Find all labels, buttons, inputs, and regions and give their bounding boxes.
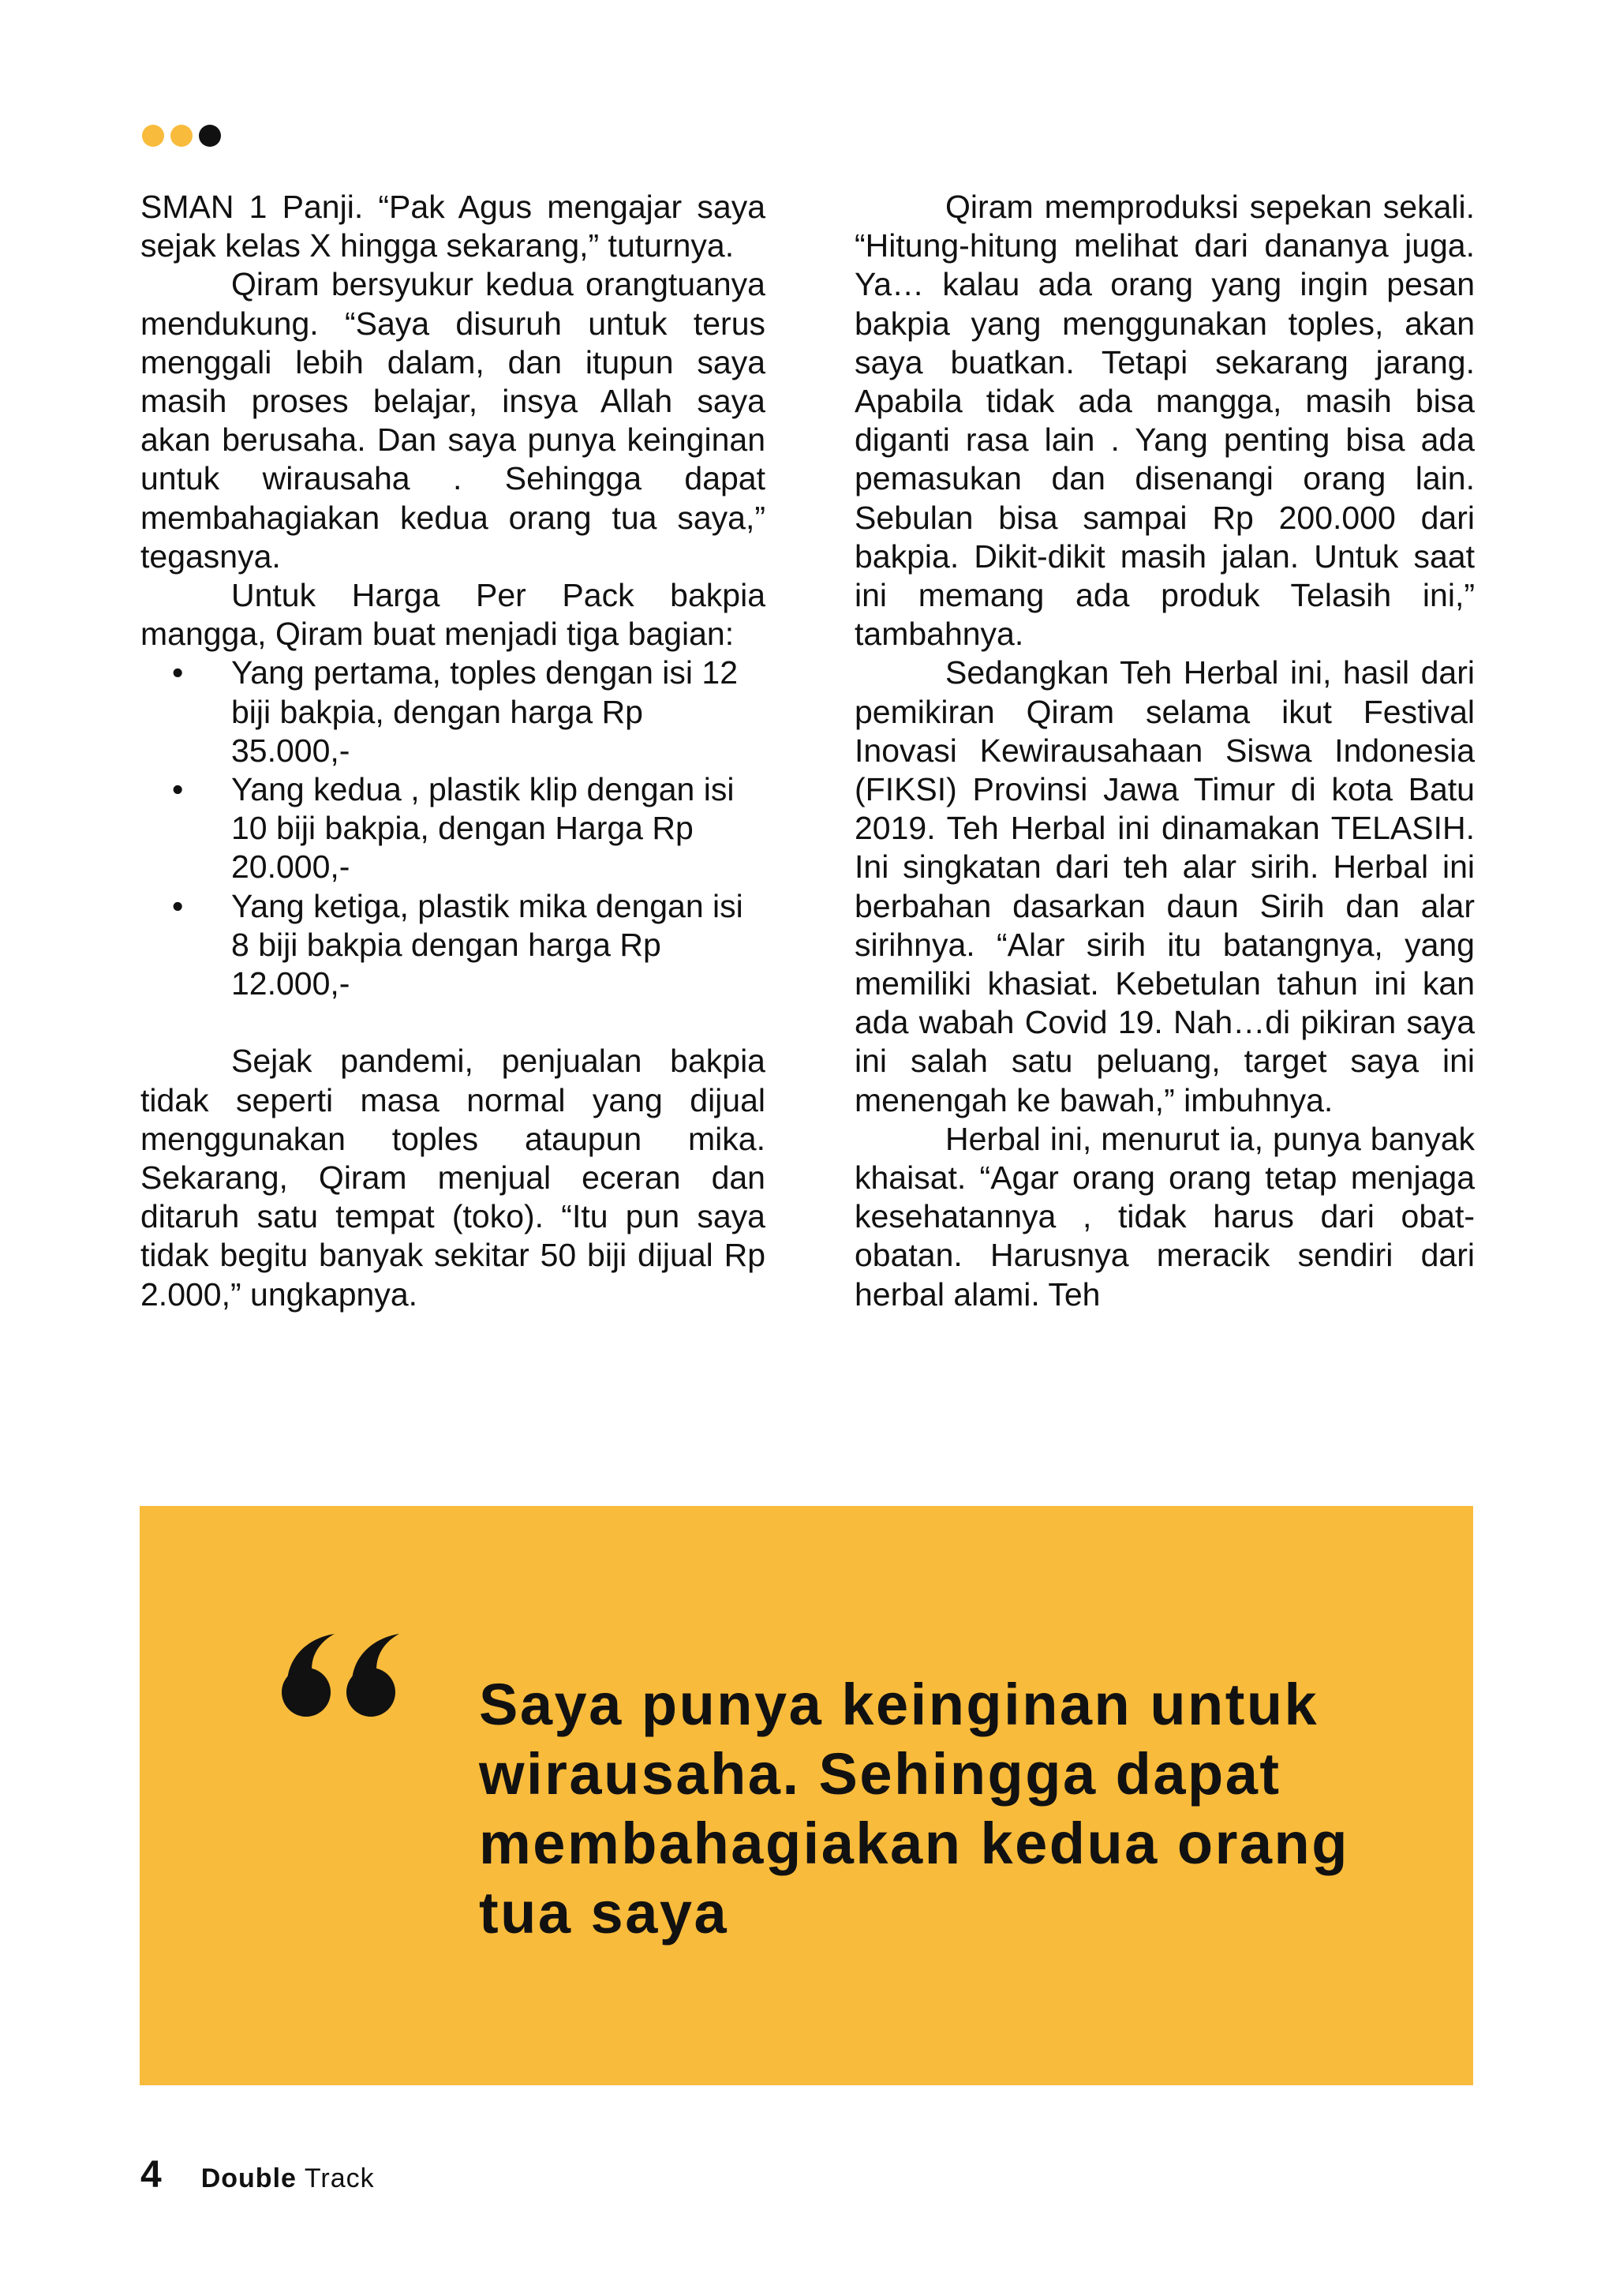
list-item-text: Yang ketiga, plastik mika dengan isi 8 biji bakpia dengan harga Rp 12.000,- (231, 887, 743, 1002)
page-footer (140, 2153, 375, 2197)
dot-yellow-2 (170, 125, 193, 147)
price-list (140, 654, 765, 1003)
left-paragraph-1: SMAN 1 Panji. “Pak Agus mengajar saya sejak kelas X hingga sekarang,” tuturnya. (140, 189, 765, 264)
list-item (140, 770, 765, 887)
header-dots (142, 125, 221, 147)
list-item (140, 654, 765, 770)
pull-quote-text: Saya punya keinginan untuk wirausaha. Sehingga dapat membahagiakan kedua orang tua saya (479, 1672, 1349, 1946)
right-paragraph-3: Herbal ini, menurut ia, punya banyak khaisat. “Agar orang orang tetap menjaga kesehatannya , tidak harus dari obat-obatan. Harusnya meracik sendiri dari herbal alami. Teh (855, 1120, 1475, 1313)
list-item-text: Yang pertama, toples dengan isi 12 biji bakpia, dengan harga Rp 35.000,- (231, 654, 739, 769)
list-item-text: Yang kedua , plastik klip dengan isi 10 biji bakpia, dengan Harga Rp 20.000,- (231, 771, 735, 886)
right-paragraph-2: Sedangkan Teh Herbal ini, hasil dari pemikiran Qiram selama ikut Festival Inovasi Kewirausahaan Siswa Indonesia (FIKSI) Provinsi Jawa Timur di kota Batu 2019. Teh Herbal ini dinamakan TELASIH. Ini singkatan dari teh alar sirih. Herbal ini berbahan dasarkan daun Sirih dan alar sirihnya. “Alar sirih itu batangnya, yang memiliki khasiat. Kebetulan tahun ini kan ada wabah Covid 19. Nah…di pikiran saya ini salah satu peluang, target saya ini menengah ke bawah,” imbuhnya. (855, 654, 1475, 1118)
bullet-icon: • (172, 887, 184, 924)
left-column (140, 188, 765, 1314)
page-number: 4 (140, 2154, 162, 2196)
bullet-icon: • (172, 654, 184, 691)
pull-quote-box (140, 1506, 1473, 2085)
right-column (855, 188, 1475, 1314)
left-paragraph-2: Qiram bersyukur kedua orangtuanya mendukung. “Saya disuruh untuk terus menggali lebih dalam, dan itupun saya masih proses belajar, insya Allah saya akan berusaha. Dan saya punya keinginan untuk wirausaha . Sehingga dapat membahagiakan kedua orang tua saya,” tegasnya. (140, 266, 765, 575)
list-item (140, 887, 765, 1004)
left-paragraph-3: Untuk Harga Per Pack bakpia mangga, Qiram buat menjadi tiga bagian: (140, 577, 765, 653)
right-paragraph-1: Qiram memproduksi sepekan sekali. “Hitung-hitung melihat dari dananya juga. Ya… kalau ada orang yang ingin pesan bakpia yang menggunakan toples, akan saya buatkan. Tetapi sekarang jarang. Apabila tidak ada mangga, masih bisa diganti rasa lain . Yang penting bisa ada pemasukan dan disenangi orang lain. Sebulan bisa sampai Rp 200.000 dari bakpia. Dikit-dikit masih jalan. Untuk saat ini memang ada produk Telasih ini,” tambahnya. (855, 189, 1475, 653)
brand-name-light: Track (304, 2163, 375, 2193)
dot-yellow-1 (142, 125, 164, 147)
dot-black (199, 125, 221, 147)
brand-name-bold: Double (200, 2163, 297, 2193)
left-paragraph-4: Sejak pandemi, penjualan bakpia tidak seperti masa normal yang dijual menggunakan toples ataupun mika. Sekarang, Qiram menjual eceran dan ditaruh satu tempat (toko). “Itu pun saya tidak begitu banyak sekitar 50 biji dijual Rp 2.000,” ungkapnya. (140, 1043, 765, 1313)
quote-mark-icon (278, 1632, 404, 1719)
bullet-icon: • (172, 771, 184, 808)
